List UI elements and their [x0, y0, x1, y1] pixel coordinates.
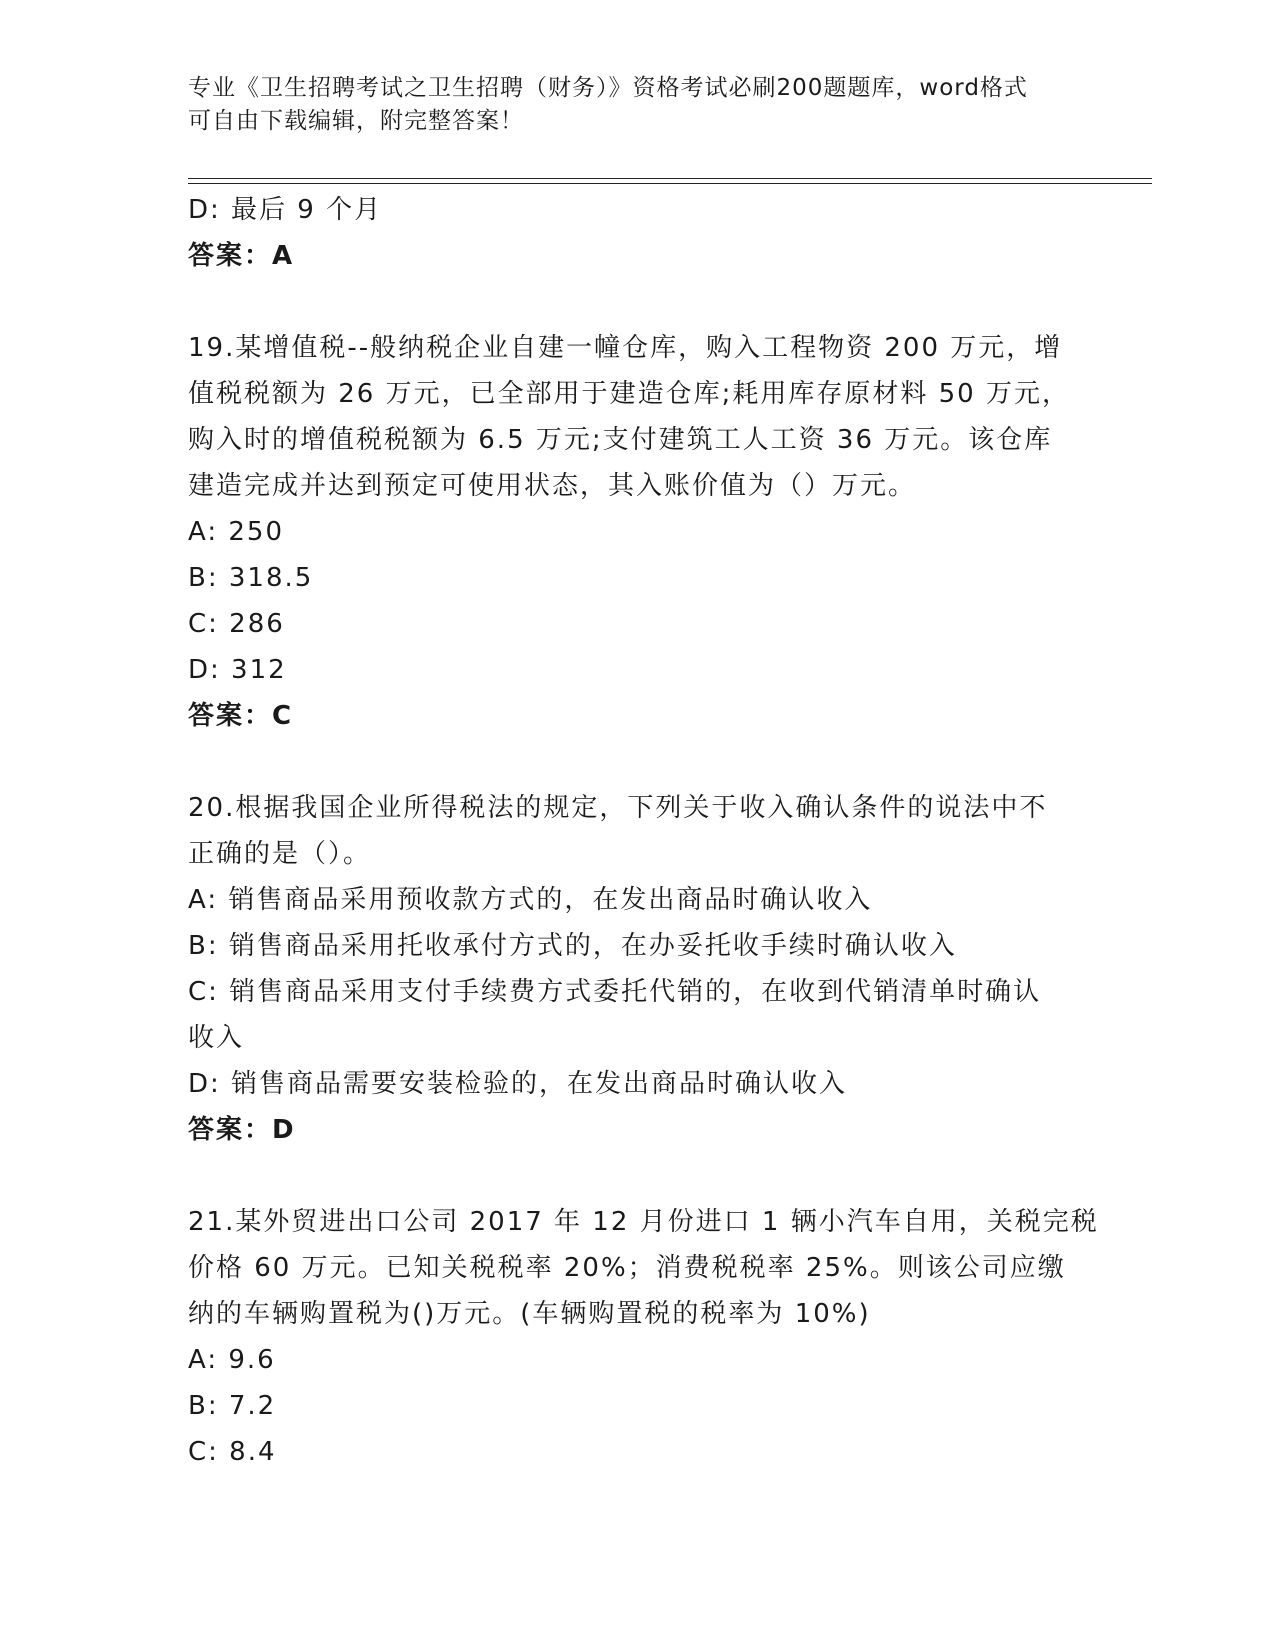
question-text: 纳的车辆购置税为()万元。(车辆购置税的税率为 10%)	[188, 1299, 871, 1329]
option-c: C: 销售商品采用支付手续费方式委托代销的，在收到代销清单时确认	[188, 977, 1042, 1007]
option-c: C: 286	[188, 609, 285, 639]
spacer	[188, 1153, 1088, 1199]
header-divider-bottom	[188, 183, 1152, 184]
option-a: A: 250	[188, 517, 284, 547]
question-18-tail	[188, 187, 1088, 279]
question-19	[188, 325, 1088, 739]
option-d: D: 312	[188, 655, 287, 685]
option-b: B: 318.5	[188, 563, 314, 593]
question-20	[188, 785, 1088, 1153]
option-a: A: 9.6	[188, 1345, 276, 1375]
document-header	[188, 72, 1068, 138]
option-c-continued: 收入	[188, 1023, 245, 1053]
question-text: 价格 60 万元。已知关税税率 20%；消费税税率 25%。则该公司应缴	[188, 1253, 1066, 1283]
question-text: 购入时的增值税税额为 6.5 万元;支付建筑工人工资 36 万元。该仓库	[188, 425, 1053, 455]
option-a: A: 销售商品采用预收款方式的，在发出商品时确认收入	[188, 885, 873, 915]
option-d: D: 销售商品需要安装检验的，在发出商品时确认收入	[188, 1069, 848, 1099]
option-b: B: 7.2	[188, 1391, 277, 1421]
question-21	[188, 1199, 1099, 1475]
question-text: 值税税额为 26 万元，已全部用于建造仓库;耗用库存原材料 50 万元，	[188, 379, 1070, 409]
answer: 答案：A	[188, 241, 295, 271]
header-line-1: 专业《卫生招聘考试之卫生招聘（财务）》资格考试必刷200题题库，word格式	[188, 75, 1028, 101]
question-text: 正确的是（）。	[188, 839, 372, 869]
answer: 答案：C	[188, 701, 294, 731]
option-b: B: 销售商品采用托收承付方式的，在办妥托收手续时确认收入	[188, 931, 957, 961]
header-divider-top	[188, 178, 1152, 179]
option-c: C: 8.4	[188, 1437, 277, 1467]
spacer	[188, 739, 1088, 785]
spacer	[188, 279, 1088, 325]
question-text: 21.某外贸进出口公司 2017 年 12 月份进口 1 辆小汽车自用，关税完税	[188, 1207, 1099, 1237]
question-text: 19.某增值税--般纳税企业自建一幢仓库，购入工程物资 200 万元，增	[188, 333, 1063, 363]
question-text: 20.根据我国企业所得税法的规定，下列关于收入确认条件的说法中不	[188, 793, 1048, 823]
header-line-2: 可自由下载编辑，附完整答案！	[188, 108, 524, 134]
document-body	[188, 187, 1099, 1475]
question-text: 建造完成并达到预定可使用状态，其入账价值为（）万元。	[188, 471, 917, 501]
answer: 答案：D	[188, 1115, 296, 1145]
option-d: D: 最后 9 个月	[188, 195, 383, 225]
